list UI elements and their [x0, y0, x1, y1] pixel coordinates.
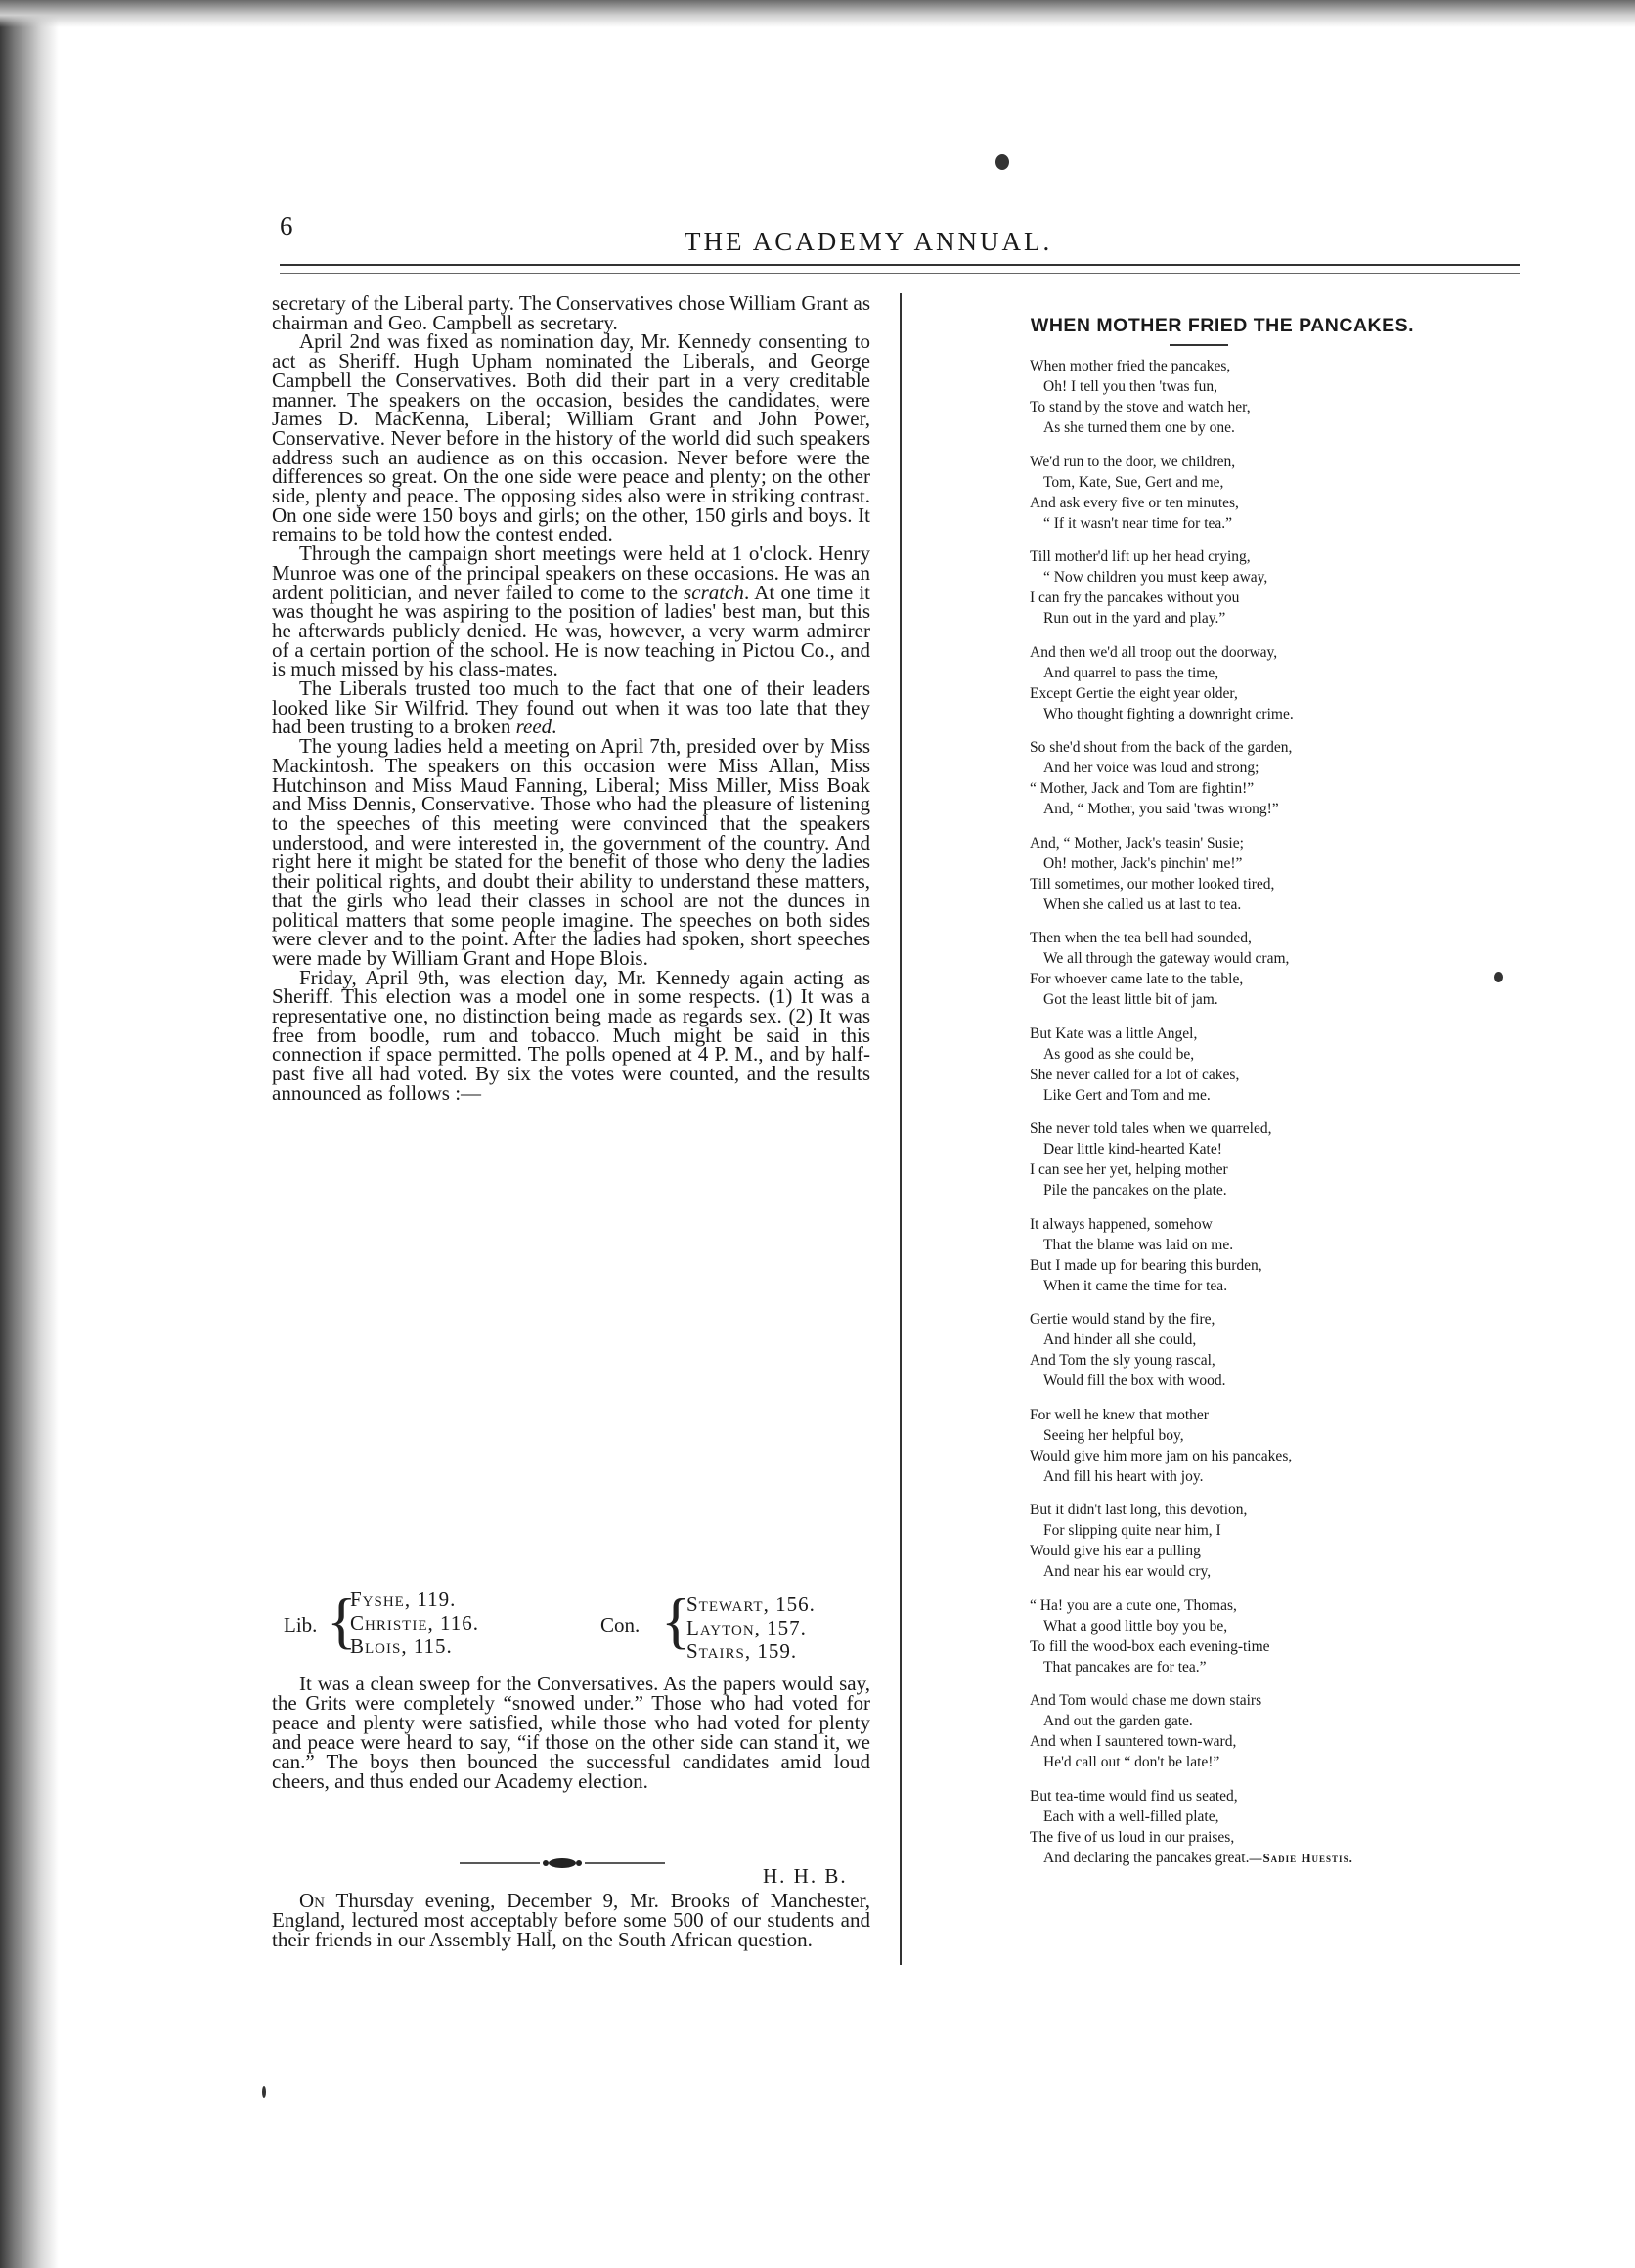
poem-line: When mother fried the pancakes,: [1030, 358, 1231, 374]
liberal-label: Lib.: [284, 1613, 318, 1636]
article-signature: H. H. B.: [763, 1864, 848, 1888]
poem-line: Tom, Kate, Sue, Gert and me,: [1043, 473, 1224, 491]
poem-stanza: [1030, 1690, 1519, 1772]
poem-stanza: [1030, 1405, 1519, 1487]
poem-line: I can see her yet, helping mother: [1030, 1161, 1228, 1178]
article-paragraph: [272, 676, 870, 739]
poem-line: That pancakes are for tea.”: [1043, 1658, 1207, 1676]
conservative-results: [686, 1592, 816, 1663]
liberal-results: [350, 1588, 479, 1658]
result-line: Blois, 115.: [350, 1635, 453, 1658]
poem-line: And quarrel to pass the time,: [1043, 664, 1219, 681]
poem-author: —Sadie Huestis.: [1249, 1850, 1353, 1865]
poem-stanza: [1030, 1118, 1519, 1200]
poem-line: Who thought fighting a downright crime.: [1043, 705, 1294, 722]
article-text: .: [552, 715, 557, 739]
poem-line: Oh! I tell you then 'twas fun,: [1043, 378, 1217, 395]
poem-line: And Tom the sly young rascal,: [1030, 1352, 1215, 1369]
article-paragraph: The young ladies held a meeting on April 7th, presided over by Miss Mackintosh. The speakers on this occasion were Miss Allan, Miss Hutchinson and Miss Maud Fanning, Liberal; Miss Miller, Miss Boak and Miss Dennis, Conservative. Those who had the pleasure of listening to the speeches of this meeting were convinced that the speakers understood, and were interested in, the government of the country. And right here it might be stated for the benefit of those who deny the ladies their political rights, and doubt their ability to understand these matters, that the girls who lead their classes in school are not the dunces in political matters that some people imagine. The speeches on both sides were clever and to the point. After the ladies had spoken, short speeches were made by William Grant and Hope Blois.: [272, 734, 870, 970]
ink-speck: [1494, 972, 1503, 982]
poem-line: “ Now children you must keep away,: [1043, 569, 1268, 586]
poem-line: Would give him more jam on his pancakes,: [1030, 1447, 1293, 1464]
poem-line: And out the garden gate.: [1043, 1713, 1193, 1729]
poem-line: Then when the tea bell had sounded,: [1030, 930, 1252, 946]
poem-line: [1030, 1848, 1519, 1868]
poem-line: For whoever came late to the table,: [1030, 971, 1244, 987]
brace-icon: {: [327, 1586, 357, 1655]
article-text: . At one time it was thought he was aspiring to the position of ladies' best man, but this he afterwards publicly denied. He was, however, a very warm admirer of a certain portion of the school. He is now teaching in Pictou Co., and is much missed by his class-mates.: [272, 580, 871, 681]
poem-stanza: [1030, 1786, 1519, 1868]
italic-word: reed: [515, 715, 552, 739]
column-divider: [900, 293, 902, 1965]
poem-line: When she called us at last to tea.: [1043, 895, 1242, 913]
poem-line: Each with a well-filled plate,: [1043, 1808, 1219, 1825]
poem-line: And, “ Mother, you said 'twas wrong!”: [1043, 801, 1279, 817]
poem-line: For slipping quite near him, I: [1043, 1522, 1221, 1539]
result-line: Fyshe, 119.: [350, 1588, 457, 1611]
poem-line: And then we'd all troop out the doorway,: [1030, 643, 1278, 661]
poem-line-text: And declaring the pancakes great.: [1043, 1849, 1250, 1866]
poem-line: Like Gert and Tom and me.: [1043, 1086, 1211, 1104]
page-number: 6: [280, 211, 293, 240]
article-paragraph: Friday, April 9th, was election day, Mr. Kennedy again acting as Sheriff. This election was a model one in some respects. (1) It was a representative one, no distinction being made as regards sex. (2) It was free from boodle, rum and tobacco. Much might be said in this connection if space permitted. The polls opened at 4 P. M., and by half-past five all had voted. By six the votes were counted, and the results announced as follows :—: [272, 965, 870, 1105]
result-line: Christie, 116.: [350, 1611, 479, 1635]
poem-line: Till sometimes, our mother looked tired,: [1030, 875, 1275, 893]
ink-speck: [995, 154, 1009, 170]
poem-stanza: [1030, 356, 1519, 438]
poem-line: But I made up for bearing this burden,: [1030, 1256, 1262, 1274]
poem-line: For well he knew that mother: [1030, 1406, 1209, 1423]
header-rule-thin: [280, 273, 1520, 274]
poem-line: And fill his heart with joy.: [1043, 1467, 1204, 1485]
notice-text: Thursday evening, December 9, Mr. Brooks of Manchester, England, lectured most acceptably before some 500 of our students and their friends in our Assembly Hall, on the South African question.: [272, 1889, 870, 1951]
poem-line: And her voice was loud and strong;: [1043, 760, 1259, 776]
scan-edge-top: [0, 0, 1635, 27]
poem-line: Seeing her helpful boy,: [1043, 1426, 1184, 1444]
ink-speck: [262, 2086, 266, 2098]
poem-line: The five of us loud in our praises,: [1030, 1828, 1235, 1846]
poem-line: We'd run to the door, we children,: [1030, 453, 1236, 470]
notice-lead: On: [299, 1889, 325, 1912]
election-results: [272, 1588, 870, 1668]
article-text: Through the campaign short meetings were held at 1 o'clock. Henry Munroe was one of the principal speakers on these occasions. He was an ardent politician, and never failed to come to the: [272, 542, 870, 604]
poem-stanza: [1030, 1214, 1519, 1296]
poem-title: WHEN MOTHER FRIED THE PANCAKES.: [1030, 315, 1415, 336]
poem-line: As good as she could be,: [1043, 1045, 1195, 1063]
poem-line: He'd call out “ don't be late!”: [1043, 1754, 1220, 1770]
poem-line: And ask every five or ten minutes,: [1030, 494, 1239, 511]
poem-line: To stand by the stove and watch her,: [1030, 399, 1251, 415]
poem-line: And near his ear would cry,: [1043, 1563, 1212, 1580]
poem-line: And Tom would chase me down stairs: [1030, 1692, 1262, 1709]
poem-stanza: [1030, 452, 1519, 534]
poem-line: And hinder all she could,: [1043, 1331, 1197, 1348]
notice-paragraph: [272, 1891, 870, 1949]
poem-line: But it didn't last long, this devotion,: [1030, 1502, 1248, 1518]
election-article: [272, 291, 871, 1105]
poem-line: So she'd shout from the back of the garden,: [1030, 739, 1293, 756]
result-line: Stewart, 156.: [686, 1592, 816, 1616]
article-text: The Liberals trusted too much to the fact that one of their leaders looked like Sir Wilfrid. They found out when it was too late that they had been trusting to a broken: [272, 676, 870, 739]
poem-stanza: [1030, 642, 1519, 724]
poem-line: We all through the gateway would cram,: [1043, 950, 1290, 967]
poem-title-rule: [1170, 344, 1228, 346]
poem-line: Would give his ear a pulling: [1030, 1543, 1201, 1559]
poem-line: That the blame was laid on me.: [1043, 1236, 1234, 1253]
poem-stanza: [1030, 546, 1519, 629]
article-paragraph: [272, 542, 871, 681]
poem-line: Gertie would stand by the fire,: [1030, 1311, 1215, 1328]
poem-line: But Kate was a little Angel,: [1030, 1025, 1198, 1042]
poem-line: As she turned them one by one.: [1043, 419, 1235, 436]
conservative-label: Con.: [600, 1613, 641, 1636]
lecture-notice: [272, 1891, 870, 1949]
poem-stanza: [1030, 1024, 1519, 1106]
poem-line: “ If it wasn't near time for tea.”: [1043, 514, 1233, 532]
article-paragraph: It was a clean sweep for the Conversatives. As the papers would say, the Grits were completely “snowed under.” Those who had voted for peace and plenty were satisfied, while those who had voted for plenty and peace were heard to say, “if those on the other side can stand it, we can.” The boys then bounced the successful candidates amid loud cheers, and thus ended our Academy election.: [272, 1672, 870, 1793]
poem-stanza: [1030, 737, 1519, 819]
poem-line: When it came the time for tea.: [1043, 1277, 1228, 1294]
poem-stanza: [1030, 1309, 1519, 1391]
poem-line: Except Gertie the eight year older,: [1030, 684, 1238, 702]
poem-line: What a good little boy you be,: [1043, 1617, 1228, 1635]
poem-line: “ Ha! you are a cute one, Thomas,: [1030, 1596, 1237, 1614]
article-paragraph: April 2nd was fixed as nomination day, Mr. Kennedy consenting to act as Sheriff. Hugh Upham nominated the Liberals, and George Campbell the Conservatives. Both did their part in a very creditable manner. The speakers on the occasion, besides the candidates, were James D. MacKenna, Liberal; William Grant and John Power, Conservative. Never before in the history of the world did such speakers address such an audience as on this occasion. Never before were the differences so great. On the one side were peace and plenty; on the other side, plenty and peace. The opposing sides also were in striking contrast. On one side were 150 boys and girls; on the other, 150 girls and boys. It remains to be told how the contest ended.: [272, 329, 870, 546]
poem-stanza: [1030, 833, 1519, 915]
running-title: THE ACADEMY ANNUAL.: [685, 227, 1053, 256]
poem-line: Till mother'd lift up her head crying,: [1030, 548, 1251, 565]
poem-line: I can fry the pancakes without you: [1030, 589, 1240, 606]
poem: [1030, 356, 1519, 1881]
poem-line: Run out in the yard and play.”: [1043, 610, 1226, 627]
brace-icon: {: [661, 1586, 691, 1655]
poem-line: She never called for a lot of cakes,: [1030, 1066, 1240, 1083]
result-line: Stairs, 159.: [686, 1639, 798, 1663]
poem-line: And, “ Mother, Jack's teasin' Susie;: [1030, 834, 1244, 851]
italic-word: scratch: [684, 580, 744, 604]
scan-edge-left: [0, 0, 59, 2268]
poem-line: Got the least little bit of jam.: [1043, 991, 1218, 1008]
article-closing: [272, 1674, 870, 1791]
poem-line: Would fill the box with wood.: [1043, 1373, 1226, 1389]
poem-line: To fill the wood-box each evening-time: [1030, 1637, 1270, 1655]
poem-line: Dear little kind-hearted Kate!: [1043, 1141, 1222, 1157]
poem-line: Oh! mother, Jack's pinchin' me!”: [1043, 854, 1243, 872]
article-paragraph: secretary of the Liberal party. The Conservatives chose William Grant as chairman and Geo. Campbell as secretary.: [272, 291, 870, 334]
ornament-divider-icon: [460, 1857, 665, 1869]
poem-line: But tea-time would find us seated,: [1030, 1787, 1238, 1805]
poem-stanza: [1030, 1500, 1519, 1582]
poem-stanza: [1030, 928, 1519, 1010]
poem-line: “ Mother, Jack and Tom are fightin!”: [1030, 780, 1255, 797]
header-rule: [280, 264, 1520, 266]
poem-line: It always happened, somehow: [1030, 1215, 1213, 1233]
poem-stanza: [1030, 1595, 1519, 1678]
poem-line: And when I sauntered town-ward,: [1030, 1733, 1237, 1750]
poem-line: She never told tales when we quarreled,: [1030, 1120, 1272, 1137]
result-line: Layton, 157.: [686, 1616, 807, 1639]
poem-line: Pile the pancakes on the plate.: [1043, 1182, 1227, 1199]
